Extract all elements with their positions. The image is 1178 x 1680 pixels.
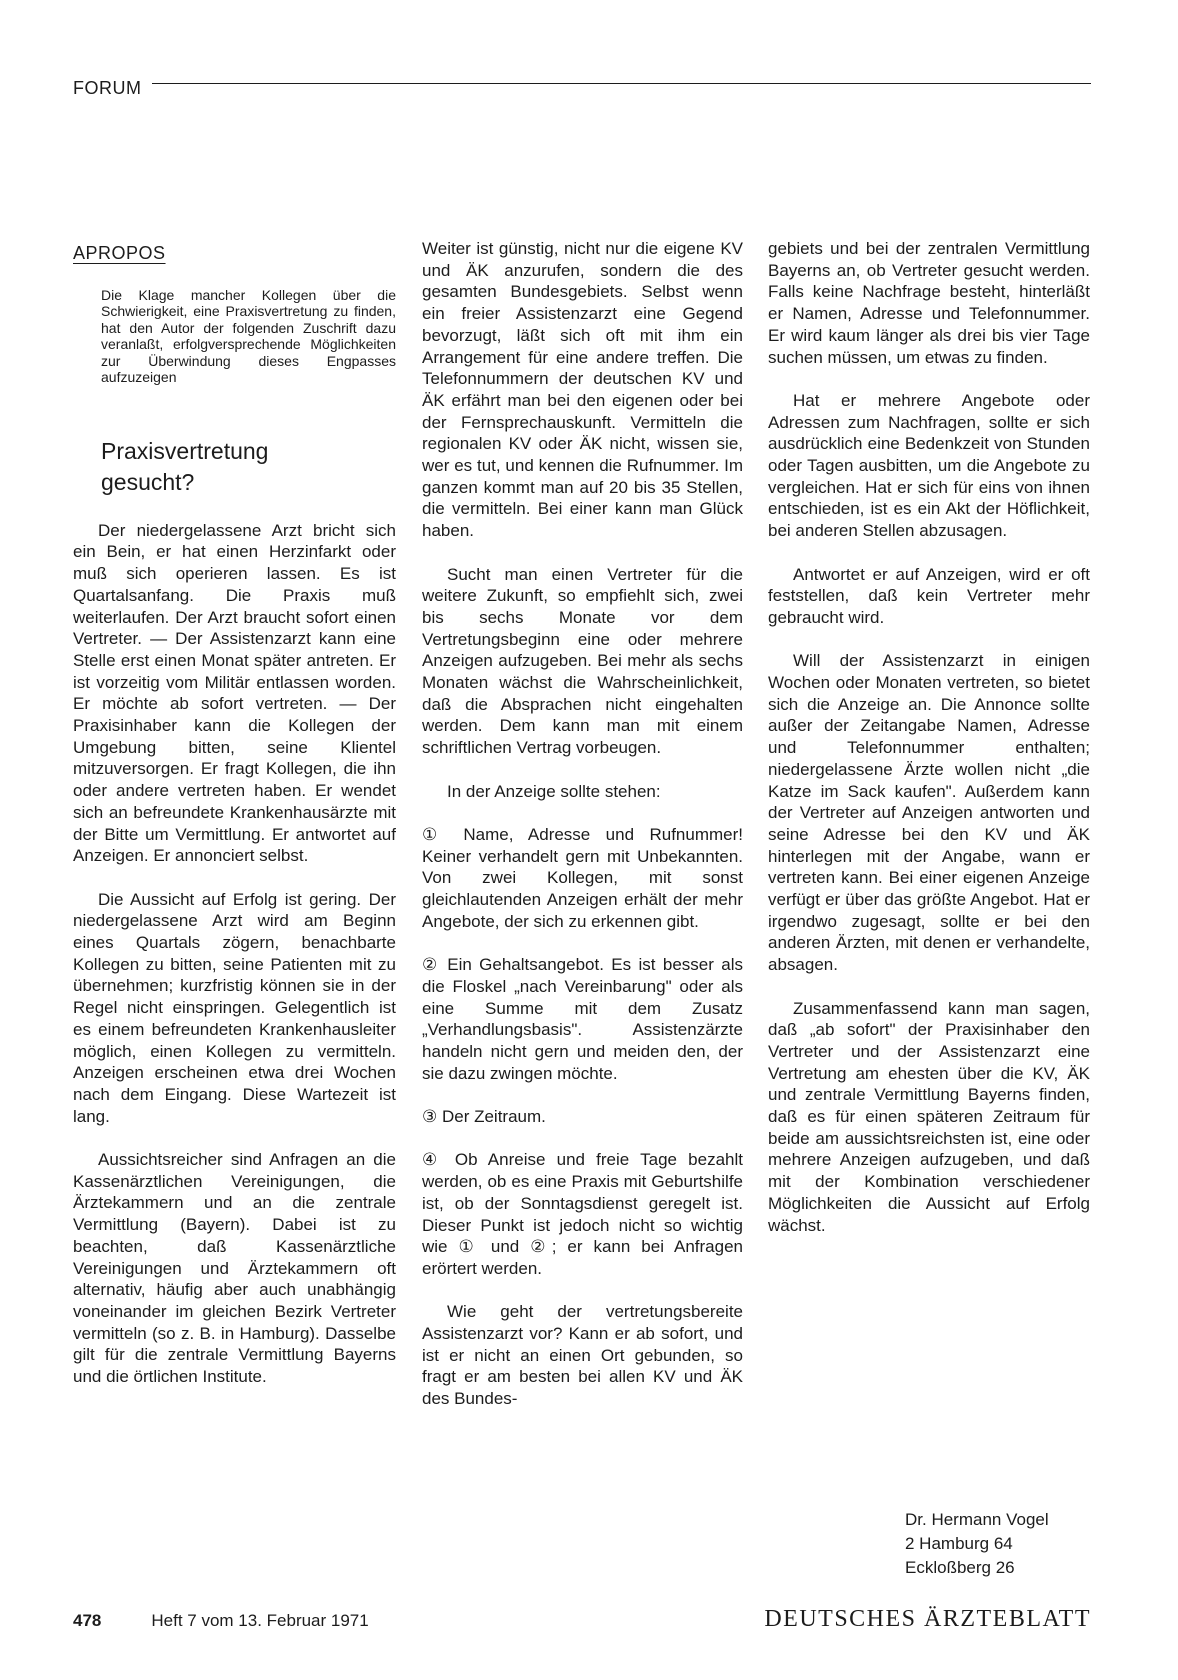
paragraph: Will der Assistenzarzt in einigen Wochen oder Monaten vertreten, so bietet sich die Anzeige an. Die Annonce sollte außer der Zeitangabe Namen, Adresse und Telefonnummer enthalten; niedergelassene Ärzte wollen nicht „die Katze im Sack kaufen". Außerdem kann der Vertreter auf Anzeigen antworten und seine Adresse bei den KV und ÄK hinterlegen mit der Angabe, wann er vertreten kann. Bei einer eigenen Anzeige verfügt er über das größte Angebot. Hat er irgendwo zugesagt, sollte er bei den anderen Ärzten, mit denen er verhandelte, absagen. [768, 651, 1090, 975]
journal-name: DEUTSCHES ÄRZTEBLATT [764, 1606, 1091, 1632]
paragraph: Der niedergelassene Arzt bricht sich ein Bein, er hat einen Herzinfarkt oder muß sich operieren lassen. Es ist Quartalsanfang. Die Praxis muß weiterlaufen. Der Arzt braucht sofort einen Vertreter. — Der Assistenzarzt kann eine Stelle erst einen Monat später antreten. Er ist vorzeitig vom Militär entlassen worden. Er möchte ab sofort vertreten. — Der Praxisinhaber kann die Kollegen der Umgebung bitten, seine Klientel mitzuversorgen. Er fragt Kollegen, die ihn oder andere vertreten haben. Er wendet sich an befreundete Krankenhausärzte mit der Bitte um Vermittlung. Er antwortet auf Anzeigen. Er annonciert selbst. [73, 520, 396, 866]
paragraph: Weiter ist günstig, nicht nur die eigene KV und ÄK anzurufen, sondern die des gesamten Bundesgebiets. Selbst wenn ein freier Assistenzarzt eine Gegend bevorzugt, läßt sich oft mit ihm ein Arrangement für eine andere treffen. Die Telefonnummern der deutschen KV und ÄK erfährt man bei den eigenen oder bei der Fernsprechauskunft. Vermitteln die regionalen KV oder ÄK nicht, wissen sie, wer es tut, und kennen die Rufnummer. Im ganzen kommt man auf 20 bis 35 Stellen, die vermitteln. Bei einer kann man Glück haben. [422, 239, 743, 541]
section-label: FORUM [73, 78, 142, 98]
list-item: ② Ein Gehaltsangebot. Es ist besser als die Floskel „nach Vereinbarung" oder als eine Summe mit dem Zusatz „Verhandlungsbasis". Assistenzärzte handeln nicht gern und meiden den, der sie dazu zwingen möchte. [422, 955, 743, 1083]
column-1-body [73, 520, 396, 1388]
kicker-label: APROPOS [73, 243, 166, 263]
article-title [101, 436, 396, 498]
author-signature [905, 1508, 1049, 1580]
author-name: Dr. Hermann Vogel [905, 1510, 1049, 1529]
paragraph: gebiets und bei der zentralen Vermittlung Bayerns an, ob Vertreter gesucht werden. Falls keine Nachfrage besteht, hinterläßt er Namen, Adresse und Telefonnummer. Er wird kaum länger als drei bis vier Tage suchen müssen, um etwas zu finden. [768, 239, 1090, 367]
column-2 [422, 238, 743, 1410]
paragraph: Aussichtsreicher sind Anfragen an die Kassenärztlichen Vereinigungen, die Ärztekammern und an die zentrale Vermittlung (Bayern). Dabei ist zu beachten, daß Kassenärztliche Vereinigungen und Ärztekammern oft alternativ, häufig aber auch unabhängig voneinander im gleichen Bezirk Vertreter vermitteln (so z. B. in Hamburg). Dasselbe gilt für die zentrale Vermittlung Bayerns und die örtlichen Institute. [73, 1150, 396, 1387]
list-item: ④ Ob Anreise und freie Tage bezahlt werden, ob es eine Praxis mit Geburtshilfe ist, ob der Sonntagsdienst geregelt ist. Dieser Punkt ist jedoch nicht so wichtig wie ① und ②; er kann bei Anfragen erörtert werden. [422, 1150, 743, 1278]
author-city: 2 Hamburg 64 [905, 1534, 1013, 1553]
article-intro: Die Klage mancher Kollegen über die Schwierigkeit, eine Praxisvertretung zu finden, hat den Autor der folgenden Zuschrift dazu veranlaßt, erfolgversprechende Möglichkeiten zur Überwindung dieses Engpasses aufzuzeigen [101, 286, 396, 386]
title-line-1: Praxisvertretung [101, 437, 269, 464]
title-line-2: gesucht? [101, 468, 195, 495]
page-footer [73, 1606, 1091, 1633]
column-3 [768, 238, 1090, 1236]
paragraph: In der Anzeige sollte stehen: [447, 781, 661, 801]
paragraph: Sucht man einen Vertreter für die weitere Zukunft, so empfiehlt sich, zwei bis sechs Monate vor dem Vertretungsbeginn eine oder mehrere Anzeigen aufzugeben. Bei mehr als sechs Monaten wächst die Wahrscheinlichkeit, daß die Absprachen nicht eingehalten werden. Dem kann man mit einem schriftlichen Vertrag vorbeugen. [422, 564, 743, 758]
paragraph: Hat er mehrere Angebote oder Adressen zum Nachfragen, sollte er sich ausdrücklich eine Bedenkzeit von Stunden oder Tagen ausbitten, um die Angebote zu vergleichen. Hat er sich für eins von ihnen entschieden, ist es ein Akt der Höflichkeit, bei anderen Stellen abzusagen. [768, 390, 1090, 541]
issue-info: Heft 7 vom 13. Februar 1971 [151, 1611, 369, 1630]
page-number: 478 [73, 1611, 102, 1630]
paragraph: Wie geht der vertretungsbereite Assistenzarzt vor? Kann er ab sofort, und ist er nicht an einen Ort gebunden, so fragt er am besten bei allen KV und ÄK des Bundes- [422, 1302, 743, 1409]
paragraph: Antwortet er auf Anzeigen, wird er oft feststellen, daß kein Vertreter mehr gebraucht wird. [768, 564, 1090, 627]
list-item: ③ Der Zeitraum. [422, 1107, 546, 1127]
list-item: ① Name, Adresse und Rufnummer! Keiner verhandelt gern mit Unbekannten. Von zwei Kollegen, mit sonst gleichlautenden Anzeigen erhält der mehr Angebote, der sich zu erkennen gibt. [422, 824, 743, 931]
header-rule [152, 83, 1092, 84]
column-1 [73, 243, 396, 1388]
paragraph: Zusammenfassend kann man sagen, daß „ab sofort" der Praxisinhaber den Vertreter und der Assistenzarzt eine Vertretung am ehesten über die KV, ÄK und zentrale Vermittlung Bayerns finden, daß es für einen späteren Zeitraum für beide am aussichtsreichsten ist, eine oder mehrere Anzeigen aufzugeben, und daß mit der Kombination verschiedener Möglichkeiten die Aussicht auf Erfolg wächst. [768, 998, 1090, 1235]
author-street: Eckloßberg 26 [905, 1558, 1015, 1577]
paragraph: Die Aussicht auf Erfolg ist gering. Der niedergelassene Arzt wird am Beginn eines Quartals zögern, benachbarte Kollegen zu bitten, seine Patienten mit zu übernehmen; kurzfristig können sie in der Regel nicht einspringen. Gelegentlich ist es einem befreundeten Krankenhausleiter möglich, einen Kollegen zu vermitteln. Anzeigen erscheinen etwa drei Wochen nach dem Eingang. Diese Wartezeit ist lang. [73, 889, 396, 1126]
page-header [73, 78, 1091, 99]
